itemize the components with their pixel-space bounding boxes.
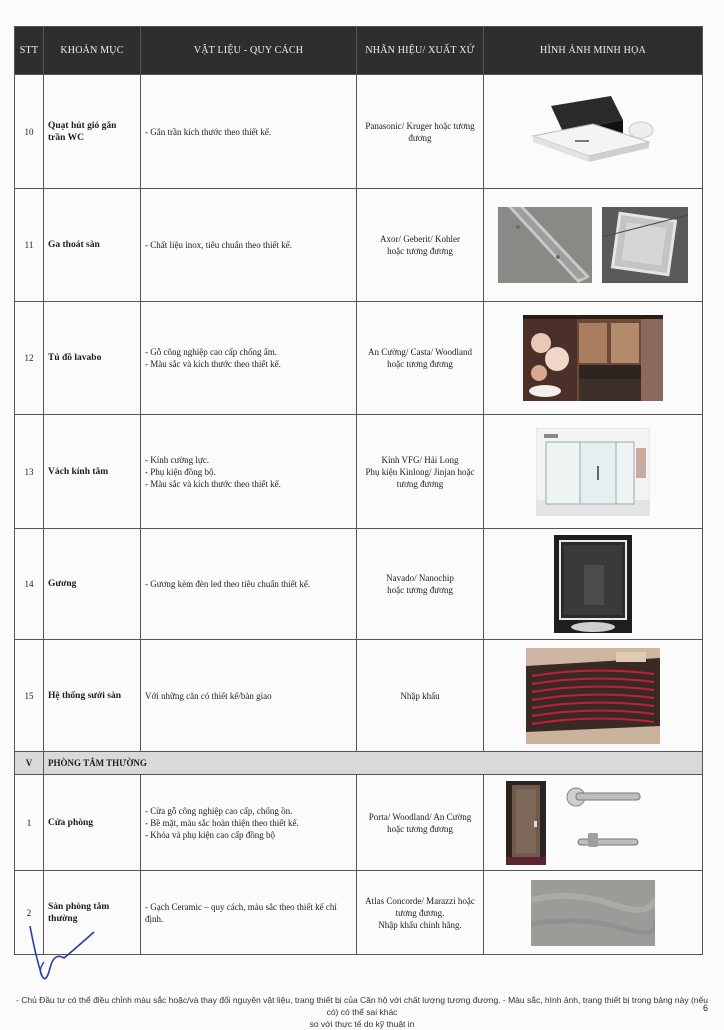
row-image: [484, 871, 703, 955]
brand-line: hoặc tương đương: [387, 585, 453, 595]
row-stt: 2: [15, 871, 44, 955]
glass-shower-enclosure-image: [536, 428, 650, 516]
row-item-name: Gương: [44, 529, 141, 640]
header-stt: STT: [15, 27, 44, 75]
row-materials: [141, 640, 357, 752]
brand-line: Kính VFG/ Hải Long: [381, 454, 459, 465]
square-floor-drain-image: [602, 207, 688, 283]
brand-line: Porta/ Woodland/ An Cường: [368, 811, 472, 822]
section-title: PHÒNG TẮM THƯỜNG: [44, 752, 703, 775]
table-row: [15, 640, 703, 752]
row-item-name: Sàn phòng tắm thường: [44, 871, 141, 955]
header-item: KHOẢN MỤC: [44, 27, 141, 75]
table-header-row: [15, 27, 703, 75]
row-image: [484, 302, 703, 415]
brand-line: hoặc tương đương: [387, 823, 453, 834]
row-materials: [141, 871, 357, 955]
brand-line: Atlas Concorde/ Marazzi hoặc: [365, 895, 475, 906]
material-line: - Kính cường lực.: [145, 454, 210, 465]
row-stt: 1: [15, 775, 44, 871]
row-materials: [141, 415, 357, 529]
handwritten-signature: [24, 918, 104, 988]
row-image: [484, 529, 703, 640]
row-stt: 10: [15, 75, 44, 189]
brand-line: tương đương.: [395, 907, 445, 918]
material-line: - Gắn trần kích thước theo thiết kế.: [145, 126, 272, 137]
row-materials: [141, 189, 357, 302]
row-brand: [357, 640, 484, 752]
material-line: - Gạch Ceramic – quy cách, màu sắc theo thiết kế chỉ định.: [145, 901, 337, 924]
brand-line: đương: [408, 132, 432, 143]
brand-line: Axor/ Geberit/ Kohler: [380, 234, 460, 244]
material-line: - Khóa và phụ kiện cao cấp đồng bộ: [145, 829, 275, 840]
row-item-name: Cửa phòng: [44, 775, 141, 871]
page-footer: [16, 994, 708, 1030]
row-brand: [357, 189, 484, 302]
ceiling-exhaust-fan-image: [523, 90, 663, 174]
table-row: [15, 189, 703, 302]
row-item-name: Quạt hút gió gắn trần WC: [44, 75, 141, 189]
row-image: [484, 75, 703, 189]
row-brand: [357, 529, 484, 640]
row-brand: [357, 75, 484, 189]
row-materials: [141, 775, 357, 871]
table-row: [15, 415, 703, 529]
section-row: [15, 752, 703, 775]
header-image: HÌNH ẢNH MINH HỌA: [484, 27, 703, 75]
brand-line: Navado/ Nanochip: [386, 573, 454, 583]
row-image: [484, 415, 703, 529]
brand-line: hoặc tương đương: [387, 246, 453, 256]
spec-table: [14, 26, 703, 955]
row-brand: [357, 871, 484, 955]
bathroom-vanity-interior-image: [523, 315, 663, 401]
door-handle-image: [560, 781, 680, 865]
row-item-name: Tủ đồ lavabo: [44, 302, 141, 415]
row-materials: [141, 75, 357, 189]
table-row: [15, 871, 703, 955]
header-material: VẬT LIỆU - QUY CÁCH: [141, 27, 357, 75]
row-materials: [141, 302, 357, 415]
material-line: - Màu sắc và kích thước theo thiết kế.: [145, 478, 281, 489]
material-line: - Bề mặt, màu sắc hoàn thiện theo thiết kế.: [145, 817, 299, 828]
page-number: 6: [702, 1003, 708, 1013]
brand-line: Nhập khẩu chính hãng.: [378, 919, 462, 930]
row-stt: 13: [15, 415, 44, 529]
brand-line: tương đương: [396, 478, 444, 489]
table-row: [15, 775, 703, 871]
row-item-name: Hệ thống sưởi sàn: [44, 640, 141, 752]
table-row: [15, 302, 703, 415]
footer-note-line2: so với thực tế do kỹ thuật in: [309, 1019, 415, 1029]
brand-line: Nhập khẩu: [400, 690, 440, 701]
row-image: [484, 640, 703, 752]
brand-line: Panasonic/ Kruger hoặc tương: [365, 120, 475, 131]
row-stt: 15: [15, 640, 44, 752]
row-item-name: Vách kính tắm: [44, 415, 141, 529]
row-stt: 14: [15, 529, 44, 640]
ceramic-tile-image: [531, 880, 655, 946]
table-row: [15, 75, 703, 189]
row-stt: 11: [15, 189, 44, 302]
header-brand: NHÃN HIỆU/ XUẤT XỨ: [357, 27, 484, 75]
row-brand: [357, 302, 484, 415]
row-image: [484, 189, 703, 302]
floor-heating-cables-image: [526, 648, 660, 744]
material-line: - Chất liệu inox, tiêu chuẩn theo thiết kế.: [145, 240, 292, 250]
wooden-door-image: [506, 781, 546, 865]
material-line: Với những căn có thiết kế/bàn giao: [145, 690, 272, 701]
row-materials: [141, 529, 357, 640]
material-line: - Phụ kiện đồng bộ.: [145, 466, 216, 477]
linear-floor-drain-image: [498, 207, 592, 283]
material-line: - Cửa gỗ công nghiệp cao cấp, chống ồn.: [145, 805, 293, 816]
material-line: - Gương kèm đèn led theo tiêu chuẩn thiết kế.: [145, 579, 311, 589]
led-mirror-image: [554, 535, 632, 633]
row-item-name: Ga thoát sàn: [44, 189, 141, 302]
table-row: [15, 529, 703, 640]
material-line: - Gỗ công nghiệp cao cấp chống ẩm.: [145, 347, 277, 357]
row-stt: 12: [15, 302, 44, 415]
footer-note-line1: - Chủ Đầu tư có thể điều chỉnh màu sắc hoặc/và thay đổi nguyên vật liệu, trang thiết bị của Căn hộ với chất lượng tương đương. - Màu sắc, hình ảnh, trang thiết bị trong bảng này (nếu có) có thể sai khác: [16, 995, 708, 1017]
row-image: [484, 775, 703, 871]
brand-line: An Cường/ Casta/ Woodland: [368, 347, 472, 357]
row-brand: [357, 775, 484, 871]
section-stt: V: [15, 752, 44, 775]
material-line: - Màu sắc và kích thước theo thiết kế.: [145, 359, 281, 369]
row-brand: [357, 415, 484, 529]
brand-line: Phụ kiện Kinlong/ Jinjan hoặc: [365, 466, 475, 477]
brand-line: hoặc tương đương: [387, 359, 453, 369]
